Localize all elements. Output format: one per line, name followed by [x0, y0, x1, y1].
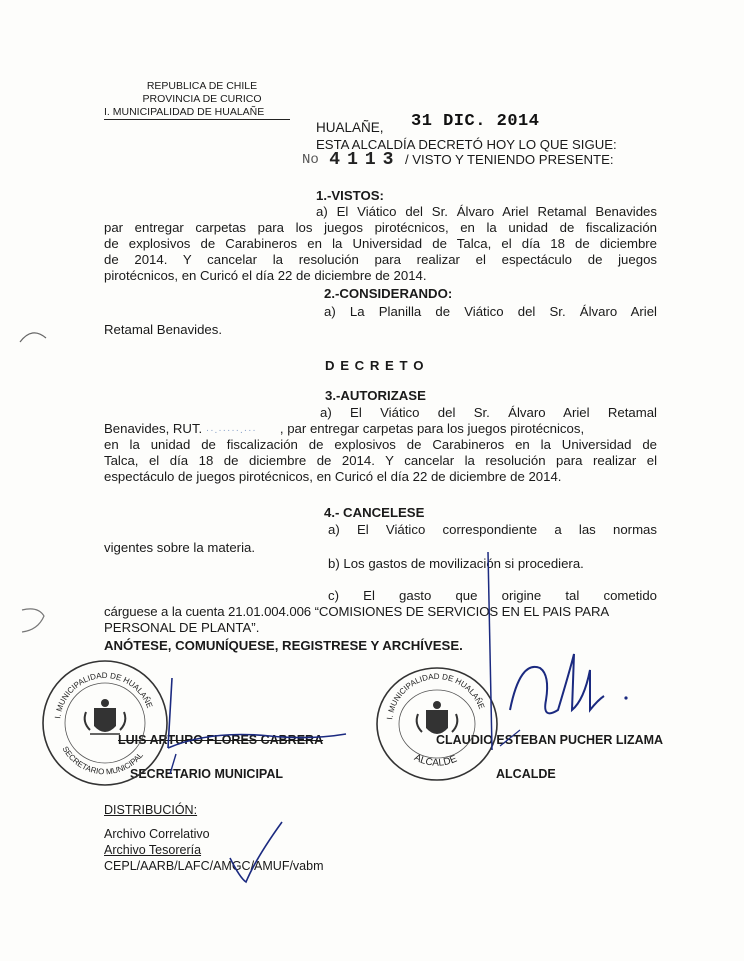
- redacted-rut: ··.·····.···: [205, 425, 257, 436]
- left-signer-title: SECRETARIO MUNICIPAL: [130, 767, 284, 781]
- closing-line: ANÓTESE, COMUNÍQUESE, REGISTRESE Y ARCHÍVESE.: [104, 638, 463, 653]
- header-block: [104, 80, 300, 120]
- punch-hole-mark: [18, 606, 48, 634]
- decreto-heading: D E C R E T O: [325, 358, 425, 373]
- vistos-line-5: pirotécnicos, en Curicó el día 22 de diciembre de 2014.: [104, 268, 427, 283]
- vistos-line-3: de explosivos de Carabineros en la Universidad de Talca, el día 18 de diciembre: [104, 236, 657, 251]
- autorizase-line-5: espectáculo de juegos pirotécnicos, en Curicó el día 22 de diciembre de 2014.: [104, 469, 562, 484]
- left-handwritten-signature: [150, 670, 350, 780]
- decree-number-line: [302, 150, 614, 172]
- intro-visto: / VISTO Y TENIENDO PRESENTE:: [404, 152, 614, 167]
- cancelese-c-line-3: PERSONAL DE PLANTA”.: [104, 620, 260, 635]
- considerando-line-2: Retamal Benavides.: [104, 322, 223, 337]
- date-stamp: 31 DIC. 2014: [411, 112, 540, 131]
- cancelese-heading: 4.- CANCELESE: [324, 505, 425, 520]
- autorizase-line-1: a) El Viático del Sr. Álvaro Ariel Retamal: [320, 405, 657, 420]
- intro-line: ESTA ALCALDÍA DECRETÓ HOY LO QUE SIGUE:: [316, 137, 617, 152]
- cancelese-c-line-2: cárguese a la cuenta 21.01.004.006 “COMISIONES DE SERVICIOS EN EL PAIS PARA: [104, 604, 610, 619]
- left-signer-name: LUIS ARTURO FLORES CABRERA: [118, 733, 324, 747]
- vistos-line-4: de 2014. Y cancelar la resolución para realizar el espectáculo de juegos: [104, 252, 657, 267]
- header-municipality: I. MUNICIPALIDAD DE HUALAÑE: [104, 106, 290, 120]
- cancelese-a-line-1: a) El Viático correspondiente a las normas: [328, 522, 657, 537]
- decree-number: 4113: [329, 150, 401, 170]
- right-handwritten-signature: [480, 550, 660, 750]
- header-province: PROVINCIA DE CURICO: [142, 93, 262, 105]
- distribution-heading: DISTRIBUCIÓN:: [104, 803, 198, 817]
- cancelese-b-line: b) Los gastos de movilización si procediera.: [328, 556, 584, 571]
- decree-number-prefix: No: [302, 152, 319, 168]
- autorizase-rut-prefix: Benavides, RUT.: [104, 421, 203, 436]
- autorizase-line-4: Talca, el día 18 de diciembre de 2014. Y cancelar la resolución para realizar el: [104, 453, 657, 468]
- initials-mark: [226, 818, 286, 888]
- distribution-item-2: Archivo Tesorería: [104, 843, 202, 857]
- left-seal-top-text: I. MUNICIPALIDAD DE HUALAÑE: [53, 670, 155, 720]
- right-signer-title: ALCALDE: [496, 767, 556, 781]
- considerando-heading: 2.-CONSIDERANDO:: [324, 286, 453, 301]
- vistos-line-2: par entregar carpetas para los juegos pirotécnicos, en la unidad de fiscalización: [104, 220, 657, 235]
- coat-of-arms-icon: [85, 699, 126, 734]
- right-seal-top-text: I. MUNICIPALIDAD DE HUALAÑE: [385, 671, 487, 721]
- punch-hole-mark: [18, 326, 48, 346]
- distribution-item-3: CEPL/AARB/LAFC/AMGC/AMUF/vabm: [104, 859, 324, 873]
- cancelese-c-line-1: c) El gasto que origine tal cometido: [328, 588, 657, 603]
- distribution-item-1: Archivo Correlativo: [104, 827, 210, 841]
- considerando-line-1: a) La Planilla de Viático del Sr. Álvaro Ariel: [324, 304, 657, 319]
- right-seal-bottom-text: ALCALDE: [412, 752, 459, 769]
- autorizase-heading: 3.-AUTORIZASE: [325, 388, 426, 403]
- vistos-line-1: a) El Viático del Sr. Álvaro Ariel Retamal Benavides: [316, 204, 657, 219]
- coat-of-arms-icon: [417, 701, 458, 734]
- place-label: HUALAÑE,: [316, 120, 384, 135]
- right-signer-name: CLAUDIO ESTEBAN PUCHER LIZAMA: [436, 733, 664, 747]
- vistos-heading: 1.-VISTOS:: [316, 188, 384, 203]
- cancelese-a-line-2: vigentes sobre la materia.: [104, 540, 255, 555]
- autorizase-line-3: en la unidad de fiscalización de explosivos de Carabineros en la Universidad de: [104, 437, 657, 452]
- autorizase-line-2-rest: , par entregar carpetas para los juegos pirotécnicos,: [279, 421, 585, 436]
- header-republic: REPUBLICA DE CHILE: [146, 80, 258, 92]
- left-seal-bottom-text: SECRETARIO MUNICIPAL: [60, 744, 145, 777]
